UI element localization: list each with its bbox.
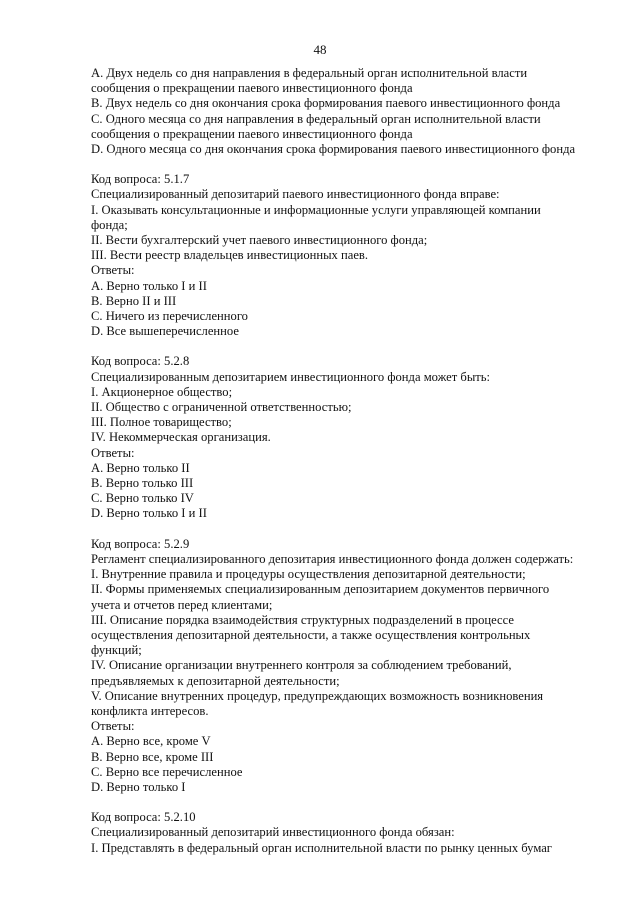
intro-answers-block	[91, 66, 611, 157]
text-line: I. Внутренние правила и процедуры осуществления депозитарной деятельности;	[91, 567, 526, 582]
answer-option: D. Верно только I и II	[91, 506, 207, 521]
answer-option: C. Верно только IV	[91, 491, 194, 506]
text-line: B. Двух недель со дня окончания срока формирования паевого инвестиционного фонда	[91, 96, 561, 111]
text-line: I. Представлять в федеральный орган исполнительной власти по рынку ценных бумаг	[91, 840, 552, 855]
answer-option: A. Верно только II	[91, 460, 190, 475]
text-line: осуществления депозитарной деятельности, а также осуществления контрольных	[91, 627, 531, 642]
question-code: Код вопроса: 5.2.9	[91, 536, 190, 551]
text-line: IV. Некоммерческая организация.	[91, 430, 271, 445]
text-line: III. Полное товарищество;	[91, 415, 232, 430]
text-line: A. Двух недель со дня направления в федеральный орган исполнительной власти	[91, 66, 528, 80]
answers-label: Ответы:	[91, 263, 135, 278]
text-line: II. Формы применяемых специализированным депозитарием документов первичного	[91, 582, 550, 597]
question-code: Код вопроса: 5.1.7	[91, 172, 190, 187]
text-line: C. Одного месяца со дня направления в федеральный орган исполнительной власти	[91, 111, 541, 126]
text-line: III. Описание порядка взаимодействия структурных подразделений в процессе	[91, 612, 514, 627]
text-line: D. Одного месяца со дня окончания срока формирования паевого инвестиционного фонда	[91, 142, 576, 157]
text-line: сообщения о прекращении паевого инвестиционного фонда	[91, 81, 413, 96]
text-line: предъявляемых к депозитарной деятельности;	[91, 673, 340, 688]
text-line: сообщения о прекращении паевого инвестиционного фонда	[91, 126, 413, 141]
page-content	[91, 66, 611, 856]
question-text: Регламент специализированного депозитария инвестиционного фонда должен содержать:	[91, 551, 574, 566]
question-text: Специализированный депозитарий инвестиционного фонда обязан:	[91, 825, 455, 840]
question-code: Код вопроса: 5.2.10	[91, 810, 196, 825]
question-5-1-7	[91, 172, 611, 339]
answer-option: A. Верно все, кроме V	[91, 734, 211, 749]
text-line: III. Вести реестр владельцев инвестиционных паев.	[91, 248, 369, 263]
text-line: IV. Описание организации внутреннего контроля за соблюдением требований,	[91, 658, 512, 673]
answer-option: B. Верно только III	[91, 476, 194, 491]
answers-label: Ответы:	[91, 719, 135, 734]
text-line: функций;	[91, 643, 142, 658]
answer-option: A. Верно только I и II	[91, 278, 207, 293]
question-text: Специализированным депозитарием инвестиционного фонда может быть:	[91, 369, 491, 384]
answer-option: D. Все вышеперечисленное	[91, 324, 239, 339]
answer-option: D. Верно только I	[91, 779, 186, 794]
text-line: II. Общество с ограниченной ответственностью;	[91, 400, 352, 415]
answers-label: Ответы:	[91, 445, 135, 460]
text-line: I. Оказывать консультационные и информационные услуги управляющей компании	[91, 202, 541, 217]
answer-option: B. Верно II и III	[91, 293, 177, 308]
text-line: учета и отчетов перед клиентами;	[91, 597, 273, 612]
text-line: конфликта интересов.	[91, 703, 209, 718]
question-5-2-8	[91, 354, 611, 521]
answer-option: B. Верно все, кроме III	[91, 749, 214, 764]
page-number: 48	[313, 42, 327, 57]
question-5-2-10	[91, 810, 611, 856]
question-5-2-9	[91, 537, 611, 795]
text-line: II. Вести бухгалтерский учет паевого инвестиционного фонда;	[91, 233, 428, 248]
text-line: V. Описание внутренних процедур, предупреждающих возможность возникновения	[91, 688, 544, 703]
question-code: Код вопроса: 5.2.8	[91, 354, 190, 369]
question-text: Специализированный депозитарий паевого инвестиционного фонда вправе:	[91, 187, 500, 202]
answer-option: C. Верно все перечисленное	[91, 764, 243, 779]
text-line: I. Акционерное общество;	[91, 384, 233, 399]
text-line: фонда;	[91, 217, 128, 232]
answer-option: C. Ничего из перечисленного	[91, 309, 248, 324]
